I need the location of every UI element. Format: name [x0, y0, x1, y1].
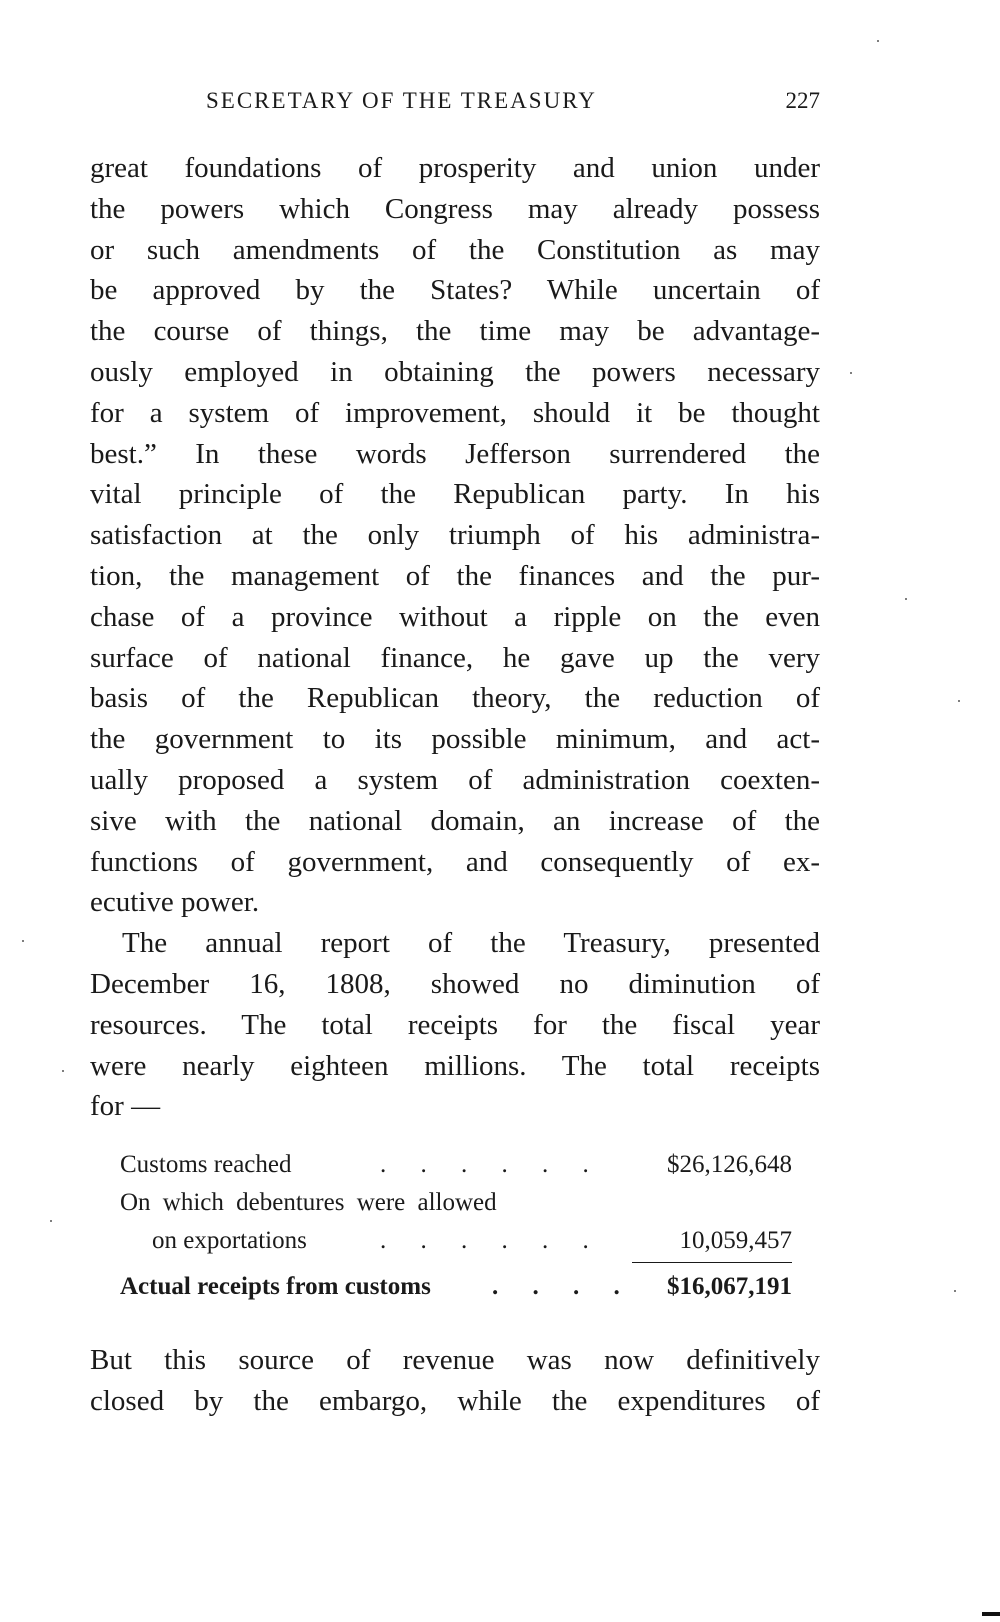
paper-speck	[62, 1070, 64, 1072]
table-row	[120, 1222, 792, 1260]
customs-receipts-table	[120, 1146, 792, 1306]
text-line: surface of national finance, he gave up the very	[90, 641, 820, 674]
actual-receipts-label: Actual receipts from customs	[120, 1273, 431, 1300]
sum-rule	[632, 1262, 792, 1263]
paper-speck	[50, 1220, 52, 1222]
text-line: ually proposed a system of administration coexten-	[90, 763, 820, 796]
text-line: tion, the management of the finances and the pur-	[90, 559, 820, 592]
text-line: great foundations of prosperity and union under	[90, 152, 820, 184]
text-line: vital principle of the Republican party. In his	[90, 478, 820, 511]
debentures-label-continued: on exportations	[152, 1227, 307, 1254]
paper-speck	[958, 700, 960, 702]
text-line: closed by the embargo, while the expenditures of	[90, 1384, 820, 1417]
text-line: chase of a province without a ripple on the even	[90, 600, 820, 633]
leader-dots: . . . . . .	[380, 1151, 603, 1178]
paragraph-continued	[90, 148, 820, 1127]
running-title: SECRETARY OF THE TREASURY	[206, 88, 597, 113]
table-row	[120, 1184, 792, 1222]
text-line: The annual report of the Treasury, presented	[122, 927, 820, 960]
table-row	[120, 1146, 792, 1184]
text-line: ecutive power.	[90, 886, 260, 919]
text-line: for a system of improvement, should it be thought	[90, 396, 820, 429]
text-line: resources. The total receipts for the fiscal year	[90, 1008, 820, 1041]
text-line: satisfaction at the only triumph of his administra-	[90, 519, 820, 552]
table-row-total	[120, 1268, 792, 1306]
paper-speck	[850, 372, 852, 374]
text-line: But this source of revenue was now definitively	[90, 1344, 820, 1376]
text-line: best.” In these words Jefferson surrendered the	[90, 437, 820, 470]
paper-speck	[905, 598, 907, 600]
text-line: the course of things, the time may be advantage-	[90, 315, 820, 348]
text-line: for —	[90, 1090, 161, 1123]
text-line: or such amendments of the Constitution as may	[90, 233, 820, 266]
text-line: December 16, 1808, showed no diminution of	[90, 967, 820, 1000]
page-number: 227	[785, 88, 820, 113]
customs-label: Customs reached	[120, 1151, 292, 1178]
actual-receipts-amount: $16,067,191	[667, 1273, 792, 1300]
text-line: the powers which Congress may already possess	[90, 192, 820, 225]
debentures-amount: 10,059,457	[679, 1227, 792, 1254]
paragraph-following	[90, 1340, 820, 1422]
text-line: ously employed in obtaining the powers necessary	[90, 355, 820, 388]
leader-dots: . . . .	[492, 1273, 634, 1300]
text-line: were nearly eighteen millions. The total receipts	[90, 1049, 820, 1082]
debentures-label: On which debentures were allowed	[120, 1189, 497, 1216]
leader-dots: . . . . . .	[380, 1227, 603, 1254]
edge-mark	[982, 1612, 1000, 1616]
paper-speck	[22, 940, 24, 942]
paper-speck	[954, 1290, 956, 1292]
text-line: basis of the Republican theory, the reduction of	[90, 682, 820, 715]
customs-amount: $26,126,648	[667, 1151, 792, 1178]
running-head	[90, 88, 820, 128]
text-line: functions of government, and consequently of ex-	[90, 845, 820, 878]
text-line: sive with the national domain, an increase of the	[90, 804, 820, 837]
text-line: be approved by the States? While uncertain of	[90, 274, 820, 307]
text-line: the government to its possible minimum, and act-	[90, 723, 820, 756]
paper-speck	[877, 40, 879, 42]
